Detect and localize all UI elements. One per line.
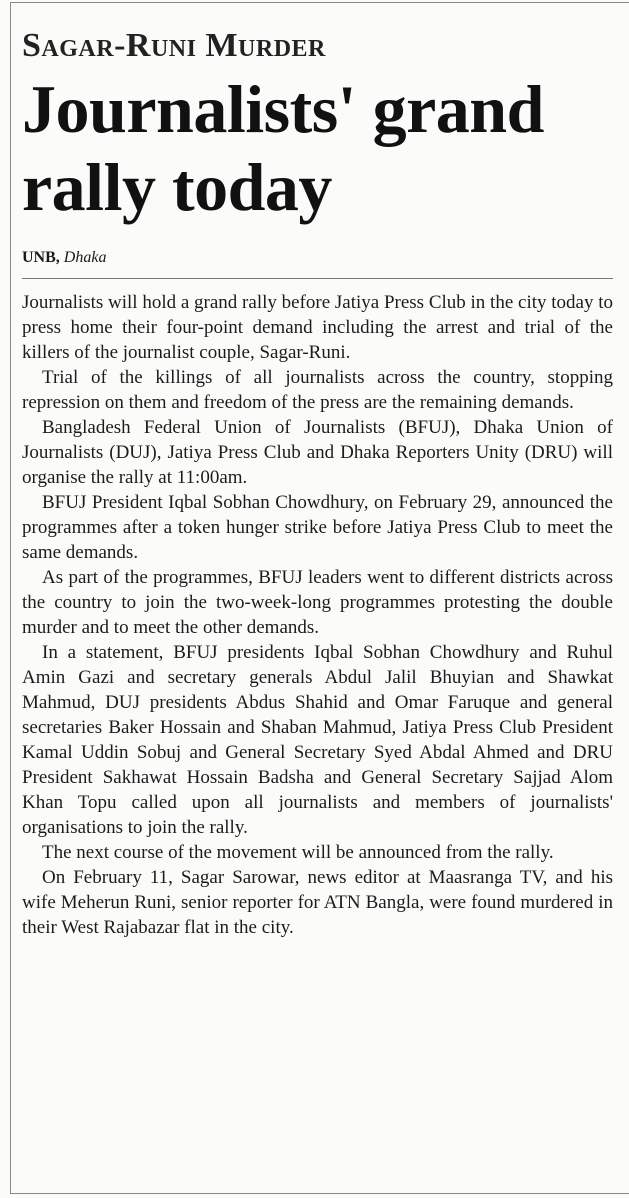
bottom-border-rule bbox=[10, 1193, 629, 1194]
article-headline: Journalists' grand rally today bbox=[22, 71, 544, 225]
byline-place: Dhaka bbox=[63, 249, 107, 266]
top-border-rule bbox=[10, 2, 629, 3]
byline-agency: UNB, bbox=[22, 249, 60, 266]
paragraph: As part of the programmes, BFUJ leaders went to different districts across the country to join the two-week-long programmes protesting the double murder and to meet the other demands. bbox=[22, 567, 613, 638]
byline bbox=[22, 248, 613, 268]
byline-divider bbox=[22, 278, 613, 279]
article bbox=[22, 26, 613, 940]
paragraph: Journalists will hold a grand rally before Jatiya Press Club in the city today to press home their four-point demand including the arrest and trial of the killers of the journalist couple, Sagar-Runi. bbox=[22, 292, 614, 363]
paragraph: BFUJ President Iqbal Sobhan Chowdhury, on February 29, announced the programmes after a token hunger strike before Jatiya Press Club to meet the same demands. bbox=[22, 492, 613, 563]
paragraph: Bangladesh Federal Union of Journalists (BFUJ), Dhaka Union of Journalists (DUJ), Jatiya Press Club and Dhaka Reporters Unity (DRU) will organise the rally at 11:00am. bbox=[22, 417, 613, 488]
article-kicker: Sagar-Runi Murder bbox=[22, 27, 326, 64]
paragraph: On February 11, Sagar Sarowar, news editor at Maasranga TV, and his wife Meherun Runi, senior reporter for ATN Bangla, were found murdered in their West Rajabazar flat in the city. bbox=[22, 867, 613, 938]
paragraph: The next course of the movement will be announced from the rally. bbox=[42, 842, 554, 863]
article-body bbox=[22, 290, 613, 940]
paragraph: Trial of the killings of all journalists across the country, stopping repression on them and freedom of the press are the remaining demands. bbox=[22, 367, 613, 413]
paragraph: In a statement, BFUJ presidents Iqbal Sobhan Chowdhury and Ruhul Amin Gazi and secretary generals Abdul Jalil Bhuyian and Shawkat Mahmud, DUJ presidents Abdus Shahid and Omar Faruque and general secretaries Baker Hossain and Shaban Mahmud, Jatiya Press Club President Kamal Uddin Sobuj and General Secretary Syed Abdal Ahmed and DRU President Sakhawat Hossain Badsha and General Secretary Sajjad Alom Khan Topu called upon all journalists and members of journalists' organisations to join the rally. bbox=[22, 642, 613, 838]
left-border-rule bbox=[10, 2, 11, 1194]
